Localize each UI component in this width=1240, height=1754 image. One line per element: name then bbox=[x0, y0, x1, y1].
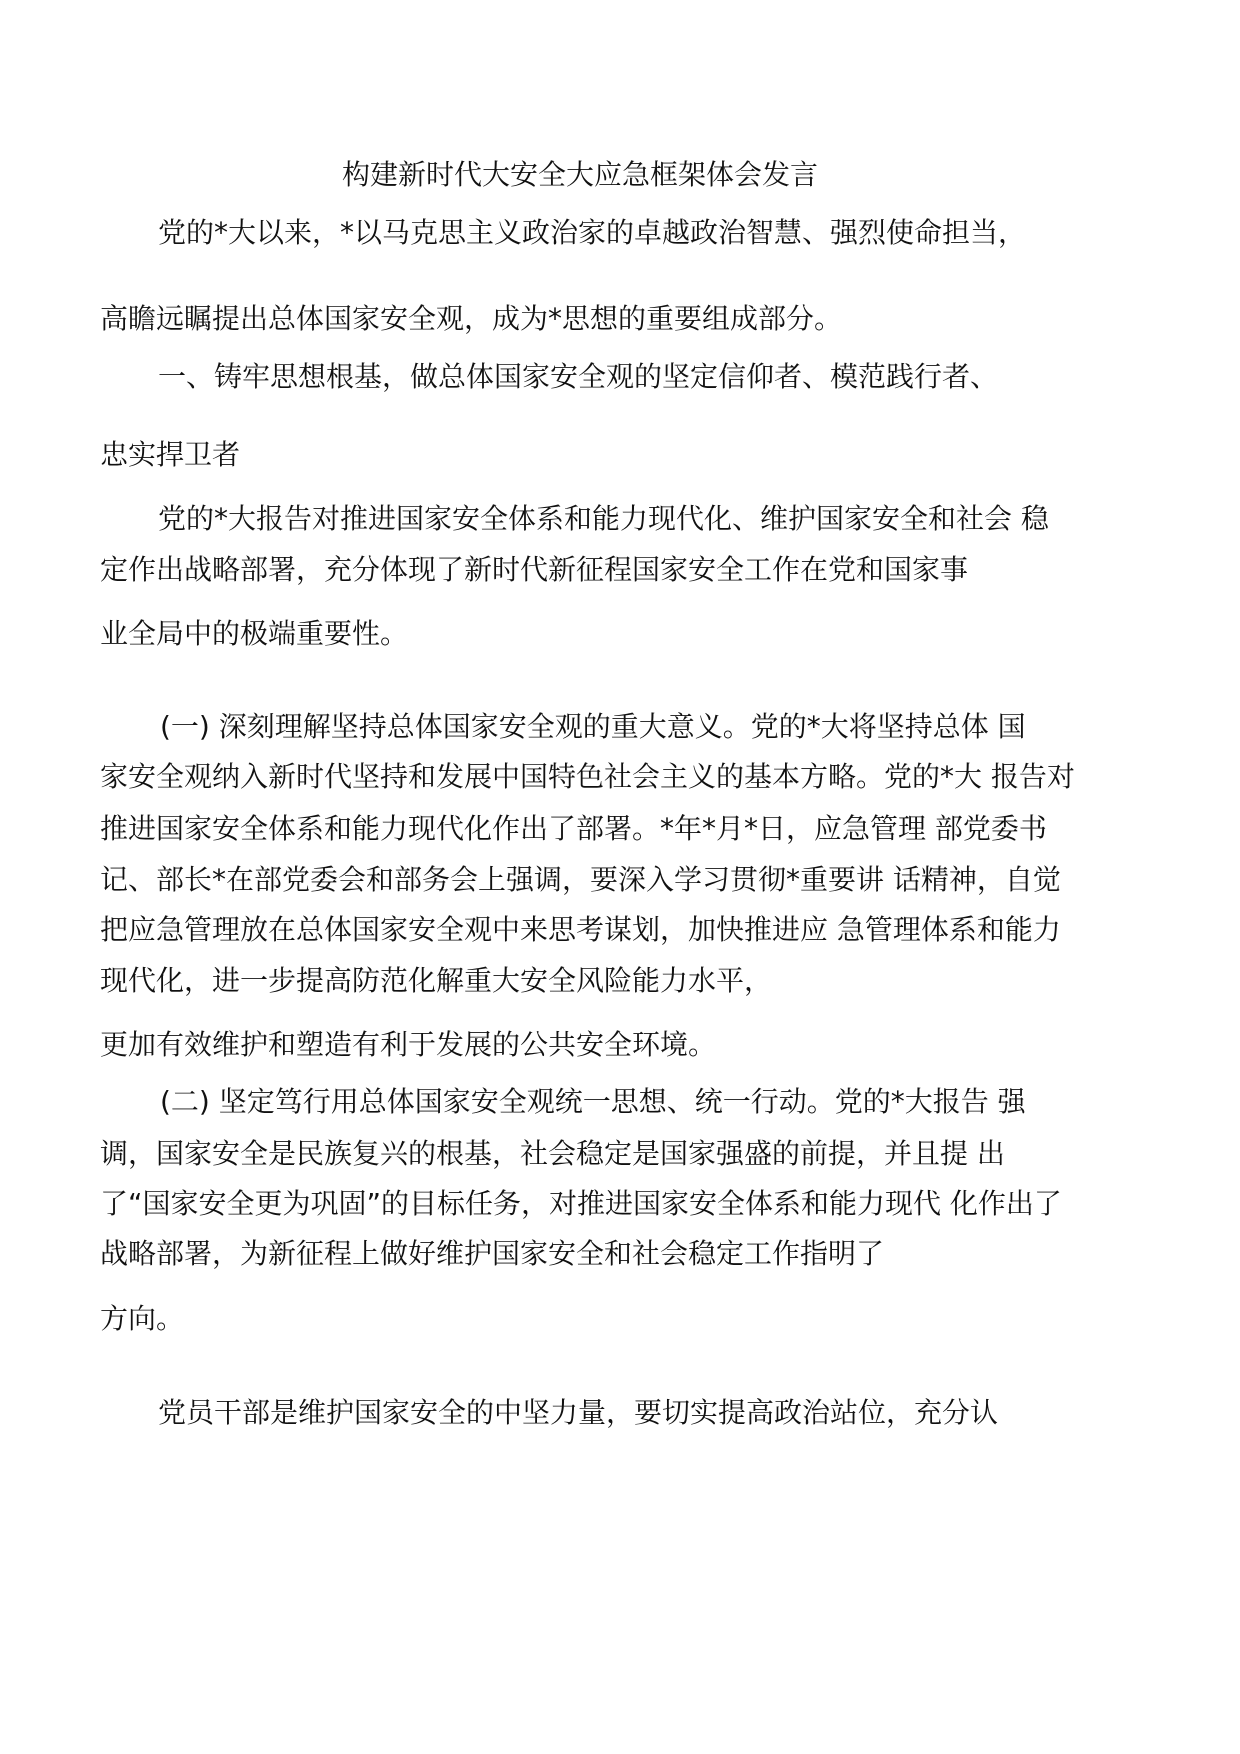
paragraph-line: 定作出战略部署，充分体现了新时代新征程国家安全工作在党和国家事 bbox=[100, 553, 969, 586]
paragraph-line: 党员干部是维护国家安全的中坚力量，要切实提高政治站位，充分认 bbox=[158, 1396, 999, 1429]
paragraph-line: 党的*大报告对推进国家安全体系和能力现代化、维护国家安全和社会 稳 bbox=[158, 502, 1049, 535]
paragraph-line: 记、部长*在部党委会和部务会上强调，要深入学习贯彻*重要讲 话精神，自觉 bbox=[100, 863, 1061, 896]
section-heading-line: 一、铸牢思想根基，做总体国家安全观的坚定信仰者、模范践行者、 bbox=[158, 360, 999, 393]
paragraph-line: 推进国家安全体系和能力现代化作出了部署。*年*月*日，应急管理 部党委书 bbox=[100, 812, 1047, 845]
paragraph-line: 把应急管理放在总体国家安全观中来思考谋划，加快推进应 急管理体系和能力 bbox=[100, 913, 1061, 946]
paragraph-line: 高瞻远瞩提出总体国家安全观，成为*思想的重要组成部分。 bbox=[100, 302, 843, 335]
paragraph-line: 更加有效维护和塑造有利于发展的公共安全环境。 bbox=[100, 1028, 717, 1061]
paragraph-line: 了“国家安全更为巩固”的目标任务，对推进国家安全体系和能力现代 化作出了 bbox=[100, 1187, 1062, 1220]
document-title: 构建新时代大安全大应急框架体会发言 bbox=[342, 158, 819, 191]
paragraph-line: 现代化，进一步提高防范化解重大安全风险能力水平， bbox=[100, 964, 773, 997]
section-heading-line: 忠实捍卫者 bbox=[100, 438, 241, 471]
paragraph-line: (二) 坚定笃行用总体国家安全观统一思想、统一行动。党的*大报告 强 bbox=[160, 1085, 1026, 1118]
paragraph-line: 党的*大以来，*以马克思主义政治家的卓越政治智慧、强烈使命担当， bbox=[158, 216, 1027, 249]
paragraph-line: (一) 深刻理解坚持总体国家安全观的重大意义。党的*大将坚持总体 国 bbox=[160, 710, 1026, 743]
paragraph-line: 业全局中的极端重要性。 bbox=[100, 617, 409, 650]
paragraph-line: 家安全观纳入新时代坚持和发展中国特色社会主义的基本方略。党的*大 报告对 bbox=[100, 760, 1075, 793]
paragraph-line: 战略部署，为新征程上做好维护国家安全和社会稳定工作指明了 bbox=[100, 1237, 885, 1270]
paragraph-line: 方向。 bbox=[100, 1302, 185, 1335]
paragraph-line: 调，国家安全是民族复兴的根基，社会稳定是国家强盛的前提，并且提 出 bbox=[100, 1137, 1005, 1170]
